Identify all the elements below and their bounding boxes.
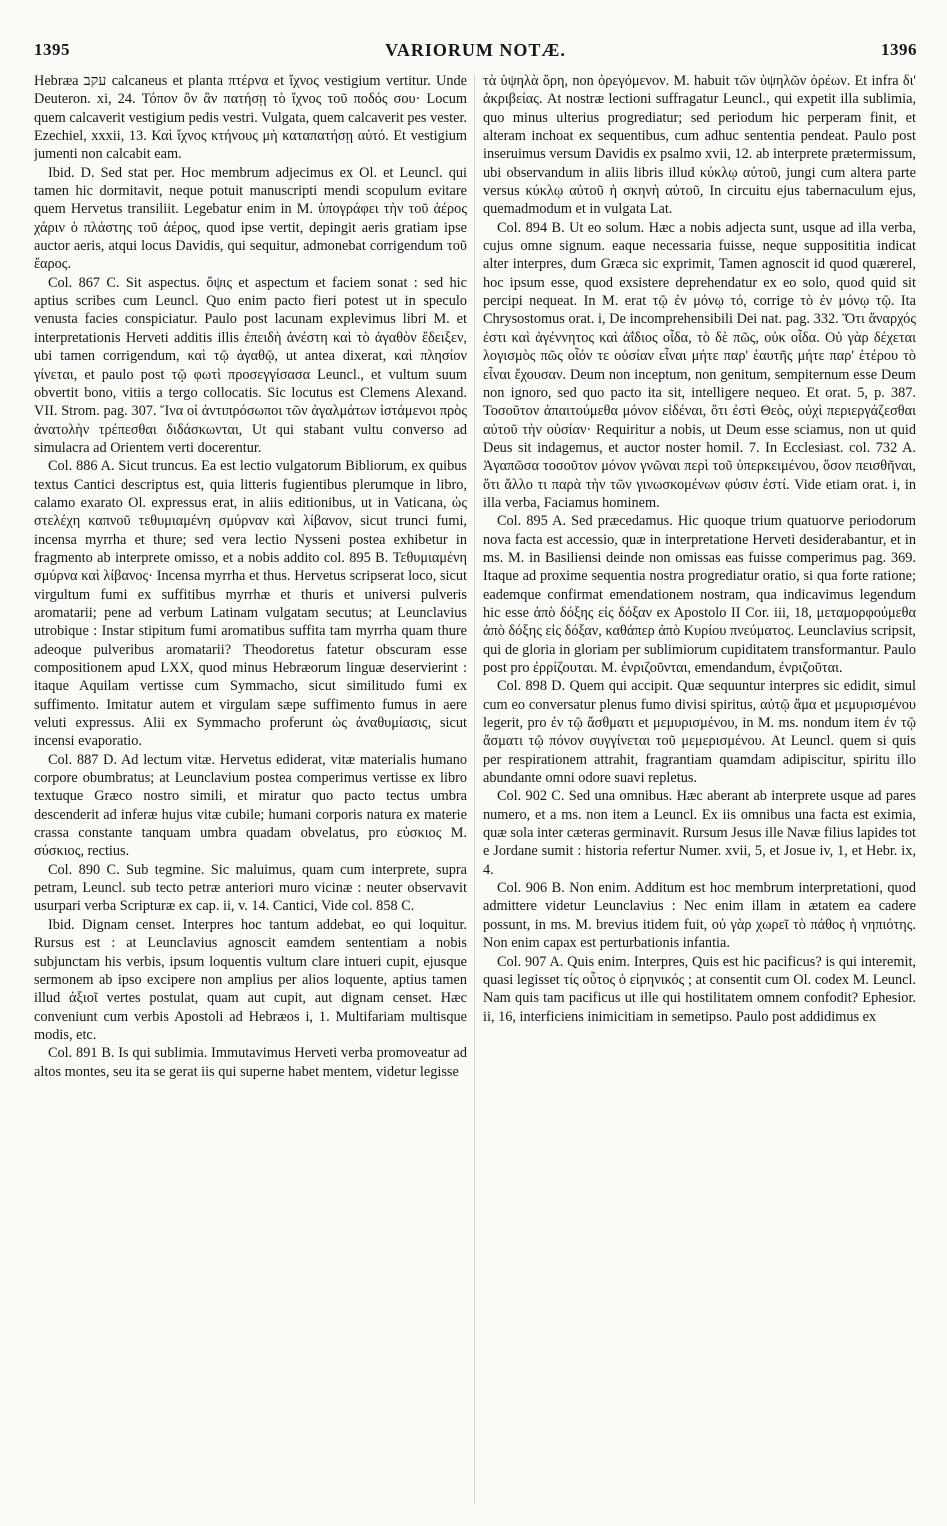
paragraph: Hebræa עקב calcaneus et planta πτέρνα et ἴχνος vestigium vertitur. Unde Deuteron. xi, 24. Τόπον ὂν ἂν πατήσῃ τὸ ἴχνος τοῦ ποδός σου· Locum quem calcaverit vestigium pedis vestri. Vulgata, quem calcaverit pes vester. Ezechiel, xxxii, 13. Καὶ ἴχνος κτήνους μὴ καταπατήσῃ αὐτό. Et vestigium jumenti non calcabit eam. <box>34 73 467 163</box>
paragraph: Col. 890 C. Sub tegmine. Sic maluimus, quam cum interprete, supra petram, Leuncl. sub tecto petræ anteriori muro vicinæ : neuter observavit usurpari verba Scripturæ ex cap. ii, v. 14. Cantici, Vide col. 858 C. <box>34 861 467 915</box>
paragraph: τὰ ὑψηλὰ ὄρη, non ὀρεγόμενον. M. habuit τῶν ὑψηλῶν ὀρέων. Et infra δι' ἀκριβείας. At nostræ lectioni suffragatur Leuncl., qui expetit illa sublimia, quo minus ulterius progrediatur; sed periodum hic perperam finit, et alteram inchoat ex sequentibus, cum adhuc sententia pendeat. Paulo post inseruimus versum Davidis ex psalmo xvii, 12. ab interprete prætermissum, ubi observandum in aliis libris illud κύκλῳ αὐτοῦ, jungi cum altera parte versus κύκλῳ αὐτοῦ ἡ σκηνὴ αὐτοῦ, In circuitu ejus tabernaculum ejus, quemadmodum et in vulgata Lat. <box>483 73 916 218</box>
page-number-right: 1396 <box>881 40 917 59</box>
running-title: VARIORUM NOTÆ. <box>385 40 566 60</box>
page-header <box>34 40 917 66</box>
paragraph: Col. 887 D. Ad lectum vitæ. Hervetus ediderat, vitæ materialis humano corpore obumbratus; at Leunclavium postea comperimus vertisse ex libro textuque Græco nostro simili, et miratur quo pacto tectus umbra descenderit ad inferæ hujus vitæ cubile; humani corporis natura ex materie crassa constante tanquam umbra quadam obvelatus, pro εὐσκιος M. σύσκιος, rectius. <box>34 751 467 860</box>
left-column <box>34 72 467 1512</box>
page-number-left: 1395 <box>34 40 70 59</box>
paragraph: Col. 867 C. Sit aspectus. ὄψις et aspectum et faciem sonat : sed hic aptius scribes cum Leuncl. Quo enim pacto fieri potest ut in speculo venusta facies conspiciatur. Paulo post lacunam explevimus libri M. et interpretationis Herveti additis illis ἐπειδὴ ἀνέστη καὶ τὸ ἀγαθὸν ἔδειξεν, ubi tamen corrigendum, καὶ τῷ ἀγαθῷ, ut antea dixerat, καὶ πλησίον γίνεται, et paulo post τῷ φωτὶ προσεγγίσασα Leuncl., et vultum suum obvertit bono, vitiis a tergo collocatis. Sic locutus est Clemens Alexand. VII. Strom. pag. 307. Ἵνα οἱ ἀντιπρόσωποι τῶν ἀγαλμάτων ἱστάμενοι πρὸς ἀνατολὴν τρέπεσθαι διδάσκωνται, Ut qui stabant vultu converso ad simulacra ad Orientem verti docerentur. <box>34 274 467 456</box>
paragraph: Col. 902 C. Sed una omnibus. Hæc aberant ab interprete usque ad pares numero, et a ms. non item a Leuncl. Ex iis omnibus una facta est eximia, quæ sola inter cæteras germinavit. Rursum Jesus ille Navæ filius lapides tot e Jordane sumit : historia refertur Numer. xvii, 5, et Josue iv, 1, et Hebr. ix, 4. <box>483 788 916 878</box>
right-column <box>483 72 916 1512</box>
paragraph: Col. 907 A. Quis enim. Interpres, Quis est hic pacificus? is qui interemit, quasi legisset τίς οὗτος ὁ εἰρηνικός ; at consentit cum Ol. codex M. Leuncl. Nam quis tam pacificus ut ille qui hostilitatem omnem confodit? Ephesior. ii, 16, interficiens inimicitiam in semetipso. Paulo post addidimus ex <box>483 953 916 1025</box>
paragraph: Col. 898 D. Quem qui accipit. Quæ sequuntur interpres sic edidit, simul cum eo conversatur plenus fumo divisi spiritus, αὐτῷ ἅμα et μεμυρισμένου legerit, pro ἐν τῷ ἄσθματι et μεμυρισμένου, in M. ms. nondum item ἐν τῷ ἄσματι τῷ πόνον συγγίνεται τοῦ μεμερισμένου. At Leuncl. quem si quis per respirationem attrahit, fragrantiam quamdam adipiscitur, spiritu illo abundante omni odore suavi repletus. <box>483 678 916 787</box>
paragraph: Ibid. Dignam censet. Interpres hoc tantum addebat, eo qui loquitur. Rursus est : at Leunclavius agnoscit eamdem sententiam a nobis subjunctam his verbis, ipsum loquentis vultum clare intueri cupit, ejusque sermonem ab ipso excipere non amplius per alios loquente, aptius tamen illud ἀξιοῖ vertes postulat, quam aut cupit, aut dignam censet. Hæc conveniunt cum verbis Apostoli ad Hebræos i, 1. Multifariam multisque modis, etc. <box>34 916 467 1043</box>
paragraph: Col. 895 A. Sed præcedamus. Hic quoque trium quatuorve periodorum nova facta est accessio, quæ in interpretatione Herveti desiderabantur, et in ms. M. in Basiliensi deinde non omissas eas fuisse comperimus pag. 369. Itaque ad proxime sequentia nostra progrediatur oratio, si qua forte ratione; eademque confirmat emendationem nostram, qua indicavimus legendum hic esse ἀπὸ δόξης εἰς δόξαν ex Apostolo II Cor. iii, 18, μεταμορφούμεθα ἀπὸ δόξης εἰς δόξαν, καθάπερ ἀπὸ Κυρίου πνεύματος. Leunclavius scripsit, qui de gloria in gloriam per sublimiorum cupiditatem transformantur. Paulo post pro ἐρρίζουται. M. ἐνριζοῦνται, emendandum, ἐνριζοῦται. <box>483 513 916 676</box>
column-divider <box>474 74 475 1504</box>
paragraph: Ibid. D. Sed stat per. Hoc membrum adjecimus ex Ol. et Leuncl. qui tamen hic dormitavit, neque potuit manuscripti mendi scopulum evitare quem Hervetus transiliit. Legebatur enim in M. ὑπογράφει τὴν τοῦ ἀέρος χάριν ὁ πλάστης τοῦ ἀέρος, quod ipse vertit, depingit aeris gratiam ipse auctor aeris, atqui locus Davidis, qui sequitur, admonebat corrigendum τοῦ ἔαρος. <box>34 164 467 273</box>
paragraph: Col. 886 A. Sicut truncus. Ea est lectio vulgatorum Bibliorum, ex quibus textus Cantici descriptus est, quia litteris fugientibus plerumque in libro, calamo exarato Ol. expressus erat, in aliis editionibus, ut in Vaticana, ὡς στελέχη καπνοῦ τεθυμιαμένη σμύρναν καὶ λίβανον, sicut trunci fumi, incensa myrrha et thure; sed vera lectio Nysseni postea exhibetur in fragmento ab interprete omisso, et a nobis addito col. 895 B. Τεθυμιαμένη σμύρνα καὶ λίβανος· Incensa myrrha et thus. Hervetus scripserat loco, sicut virgultum fumi ex suffitibus myrrhæ et thuris et universi pulveris aromatarii; pene ad verbum Latinam vulgatam secutus; at Leunclavius utrobique : Instar stipitum fumi aromatibus suffita tam myrrha quam thure adeoque pulveribus aromatarii? Theodoretus fatetur obscuram esse compositionem apud LXX, quod minus Hebræorum linguæ deservierint : itaque Aquilam vertisse cum Symmacho, sicut similitudo fumi ex suffimento. Imitatur autem et virgulam sæpe suffimento fumus in aere veluti expressus. Alii ex Symmacho proferunt ὡς ἀναθυμίασις, sicut incensi evaporatio. <box>34 458 467 750</box>
paragraph: Col. 891 B. Is qui sublimia. Immutavimus Herveti verba promoveatur ad altos montes, seu ita se gerat iis qui superne habet mentem, videtur legisse <box>34 1045 467 1080</box>
paragraph: Col. 894 B. Ut eo solum. Hæc a nobis adjecta sunt, usque ad illa verba, cujus omne signum. eaque necessaria fuisse, neque supposititia indicat alter interpres, dum Græca sic exprimit, Tamen agnoscit id quod quærerel, hoc ipsum esse, quod exsistere deprehendatur ex eo solo, quod quid sit percipi nequeat. In M. erat τῷ ἐν μόνῳ τό, corrige τὸ ἐν μόνῳ τῷ. Ita Chrysostomus orat. i, De incomprehensibili Dei nat. pag. 332. Ὅτι ἄναρχός ἐστι καὶ ἀγέννητος καὶ ἀΐδιος οἶδα, τὸ δὲ πῶς, οὐκ οἶδα. Οὐ γὰρ δέχεται λογισμὸς πῶς οἷόν τε οὐσίαν εἶναι μήτε παρ' ἑαυτῆς μήτε παρ' ἑτέρου τὸ εἶναι ἔχουσαν. Deum non inceptum, non genitum, sempiternum esse Deum non ignoro, sed quo pacto ita sit, intelligere nequeo. Et orat. 5, p. 387. Τοσοῦτον ἀπαιτούμεθα μόνον εἰδέναι, ὅτι ἐστὶ Θεὸς, οὐχὶ περιεργάζεσθαι αὐτοῦ τὴν οὐσίαν· Requiritur a nobis, ut Deum esse sciamus, non ut quid Deus sit indagemus, et auctor noster homil. 7. In Ecclesiast. col. 732 A. Ἀγαπῶσα τοσοῦτον μόνον γνῶναι περὶ τοῦ ὑπερκειμένου, ὅσον πεισθῆναι, ὅτι ἄλλο τι παρὰ τὴν τῶν γινωσκομένων φύσιν ἐστί. Vide etiam orat. i, in illa verba, Faciamus hominem. <box>483 219 916 511</box>
paragraph: Col. 906 B. Non enim. Additum est hoc membrum interpretationi, quod admittere videtur Leunclavius : Nec enim illam in ætatem ea cadere possunt, in ms. M. brevius itidem fuit, οὐ γὰρ χωρεῖ τὸ πάθος ἡ νηπιότης. Non enim capax est perturbationis infantia. <box>483 880 916 952</box>
